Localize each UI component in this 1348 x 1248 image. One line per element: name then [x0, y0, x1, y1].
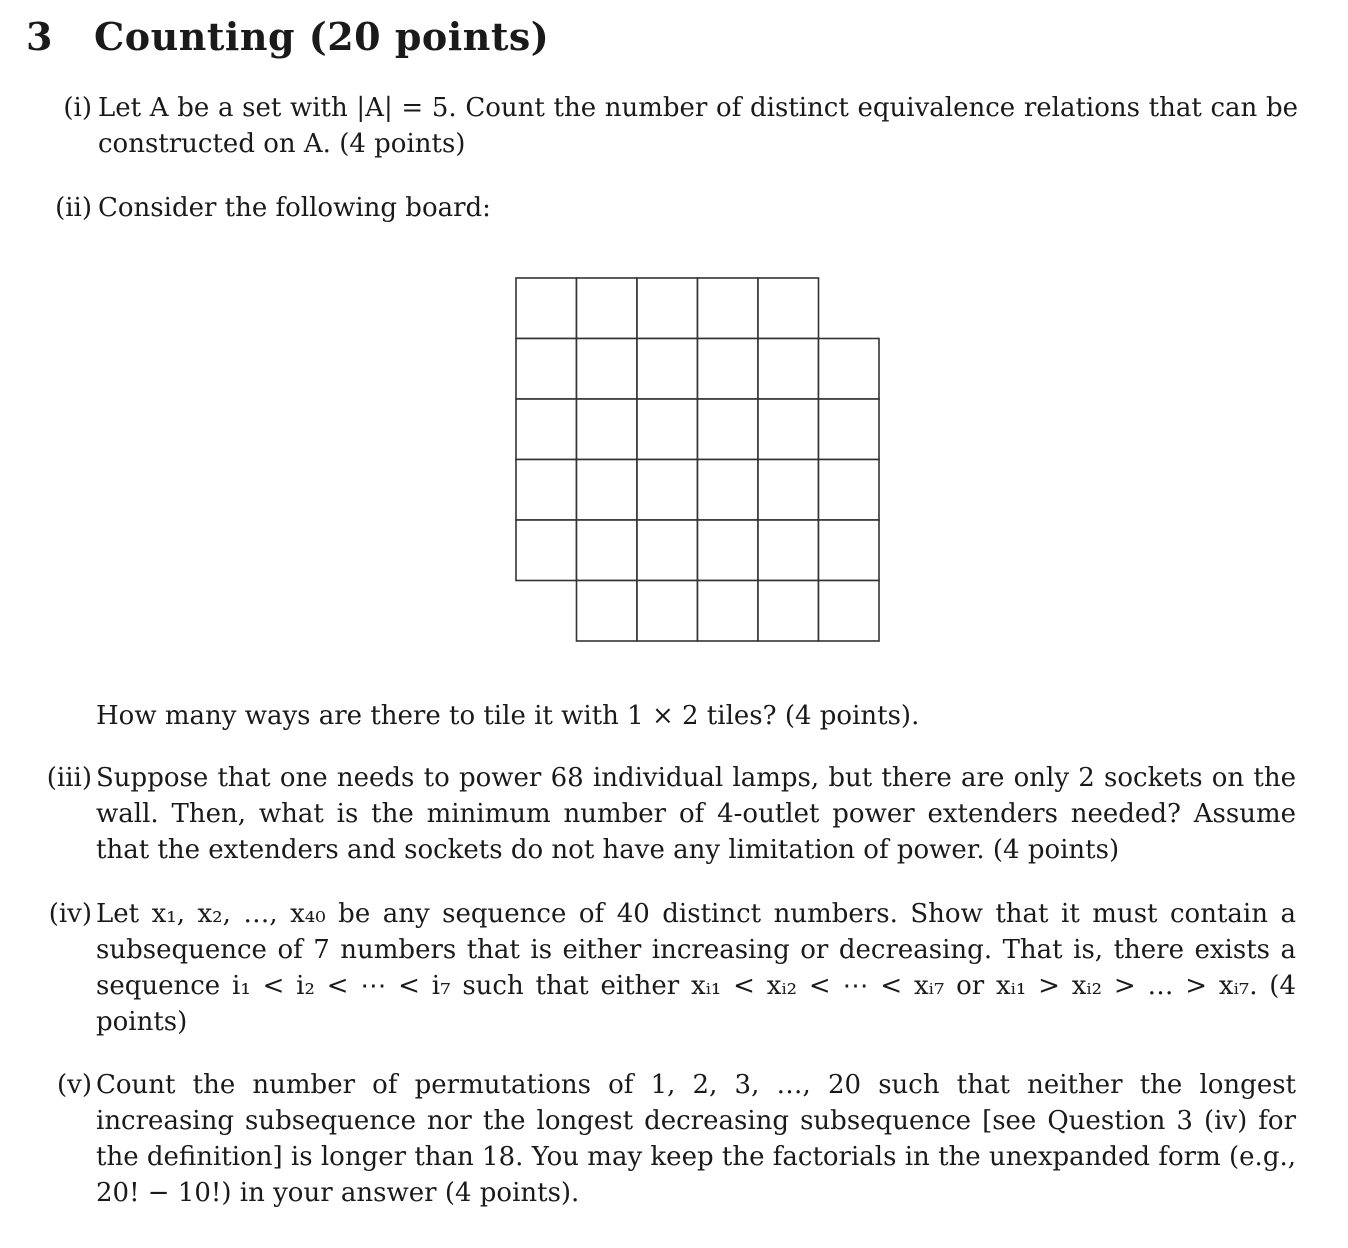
board-cell	[698, 581, 759, 642]
item-text: Let x₁, x₂, …, x₄₀ be any sequence of 40 distinct numbers. Show that it must contain a subsequence of 7 numbers that is either increasing or decreasing. That is, there exists a sequence i₁ < i₂ < ⋯ < i₇ such that either xᵢ₁ < xᵢ₂ < ⋯ < xᵢ₇ or xᵢ₁ > xᵢ₂ > … > xᵢ₇. (4 points)	[96, 899, 1296, 1037]
item-text: Count the number of permutations of 1, 2, 3, …, 20 such that neither the longest increasing subsequence nor the longest decreasing subsequence [see Question 3 (iv) for the definition] is longer than 18. You may keep the factorials in the unexpanded form (e.g., 20! − 10!) in your answer (4 points).	[96, 1070, 1296, 1208]
board-cell	[698, 520, 759, 581]
board-cell	[516, 339, 577, 400]
section-header	[26, 14, 549, 59]
board-cell	[698, 278, 759, 339]
tiling-board	[512, 274, 884, 648]
board-cell	[577, 460, 638, 521]
board-cell	[516, 460, 577, 521]
board-cell	[637, 339, 698, 400]
board-cell	[698, 460, 759, 521]
board-cell	[758, 399, 819, 460]
board-cell	[819, 399, 880, 460]
question-item-iv	[0, 896, 1348, 1046]
section-title: Counting (20 points)	[94, 14, 550, 59]
question-item-ii	[0, 190, 1348, 230]
board-cell	[758, 278, 819, 339]
board-cell	[577, 581, 638, 642]
board-cell	[637, 460, 698, 521]
board-cell	[758, 460, 819, 521]
board-cell	[758, 581, 819, 642]
item-text: Consider the following board:	[98, 193, 491, 223]
board-cell	[637, 278, 698, 339]
item-label: (ii)	[55, 193, 92, 223]
board-cell	[637, 581, 698, 642]
item-label: (i)	[63, 93, 92, 123]
board-cell	[516, 520, 577, 581]
board-cell	[819, 520, 880, 581]
board-cell	[637, 399, 698, 460]
board-cell	[637, 520, 698, 581]
item-label: (v)	[57, 1070, 92, 1100]
board-cell	[758, 520, 819, 581]
question-item-v	[0, 1067, 1348, 1217]
board-cell	[698, 399, 759, 460]
section-number: 3	[26, 14, 53, 59]
item-text: Let A be a set with |A| = 5. Count the number of distinct equivalence relations that can be constructed on A. (4 points)	[98, 93, 1298, 159]
board-cell	[577, 520, 638, 581]
board-cell	[577, 399, 638, 460]
board-cell	[698, 339, 759, 400]
board-cell	[758, 339, 819, 400]
item-label: (iii)	[46, 763, 92, 793]
board-cell	[516, 399, 577, 460]
question-item-i	[0, 90, 1348, 170]
item-label: (iv)	[48, 899, 92, 929]
board-cell	[577, 278, 638, 339]
board-cell	[516, 278, 577, 339]
board-question: How many ways are there to tile it with 1 × 2 tiles? (4 points).	[96, 701, 920, 731]
board-cell	[819, 460, 880, 521]
board-cell	[819, 581, 880, 642]
question-item-iii	[0, 760, 1348, 872]
board-cell	[577, 339, 638, 400]
item-text: Suppose that one needs to power 68 individual lamps, but there are only 2 sockets on the wall. Then, what is the minimum number of 4-outlet power extenders needed? Assume that the extenders and sockets do not have any limitation of power. (4 points)	[96, 763, 1296, 865]
board-cell	[819, 339, 880, 400]
